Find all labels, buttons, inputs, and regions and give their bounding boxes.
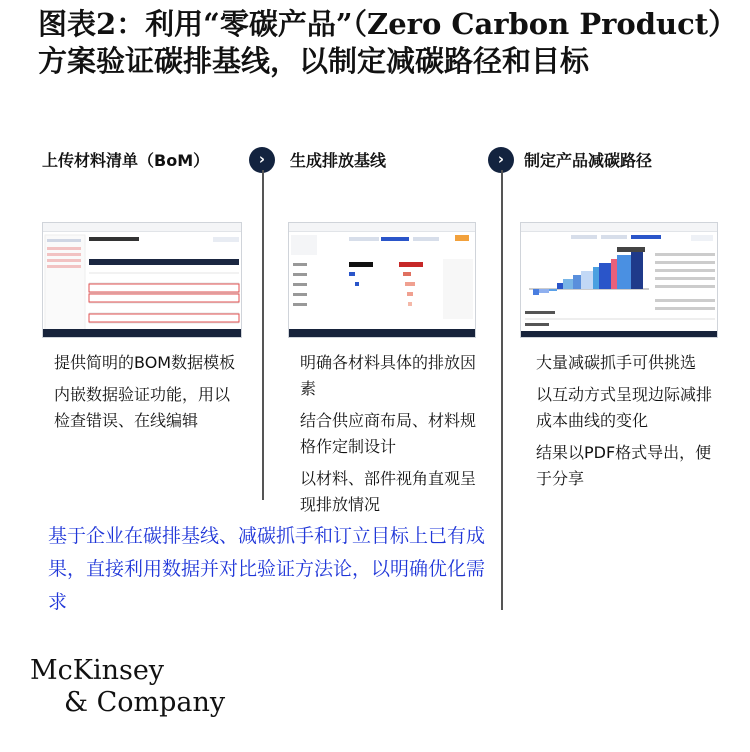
callout-text: 基于企业在碳排基线、减碳抓手和订立目标上已有成果，直接利用数据并对比验证方法论，以明确优化需求 bbox=[48, 525, 486, 613]
emission-waterfall-thumbnail bbox=[289, 223, 476, 338]
figure-title: 图表2：利用“零碳产品”（Zero Carbon Product）方案验证碳排基线，以制定减碳路径和目标 bbox=[38, 7, 723, 78]
bom-table-thumbnail bbox=[43, 223, 242, 338]
step-3-bullets bbox=[536, 350, 724, 498]
bullet-item: 以材料、部件视角直观呈现排放情况 bbox=[300, 469, 477, 514]
step-1-bullets bbox=[54, 350, 244, 440]
divider-2 bbox=[501, 170, 503, 610]
logo-line-2: & Company bbox=[64, 687, 226, 718]
bom-upload-screenshot bbox=[42, 222, 242, 338]
logo-line-1: McKinsey bbox=[30, 655, 165, 686]
bullet-item: 结果以PDF格式导出，便于分享 bbox=[536, 443, 712, 488]
bullet-item: 内嵌数据验证功能，用以检查错误、在线编辑 bbox=[54, 385, 231, 430]
step-2-bullets bbox=[300, 350, 482, 524]
bullet-item: 结合供应商布局、材料规格作定制设计 bbox=[300, 411, 477, 456]
pathway-screenshot bbox=[520, 222, 718, 338]
step-2-heading: 生成排放基线 bbox=[290, 151, 387, 170]
mckinsey-logo bbox=[30, 655, 225, 719]
divider-1 bbox=[262, 170, 264, 500]
chevron-right-icon: › bbox=[488, 147, 514, 173]
chevron-right-icon: › bbox=[249, 147, 275, 173]
bullet-item: 大量减碳抓手可供挑选 bbox=[536, 353, 697, 372]
bullet-item: 以互动方式呈现边际减排成本曲线的变化 bbox=[536, 385, 713, 430]
step-1-heading: 上传材料清单（BoM） bbox=[42, 151, 210, 170]
bullet-item: 提供简明的BOM数据模板 bbox=[54, 353, 236, 372]
bullet-item: 明确各材料具体的排放因素 bbox=[300, 353, 477, 398]
baseline-screenshot bbox=[288, 222, 476, 338]
step-3-heading: 制定产品减碳路径 bbox=[524, 151, 653, 170]
macc-curve-thumbnail bbox=[521, 223, 718, 338]
